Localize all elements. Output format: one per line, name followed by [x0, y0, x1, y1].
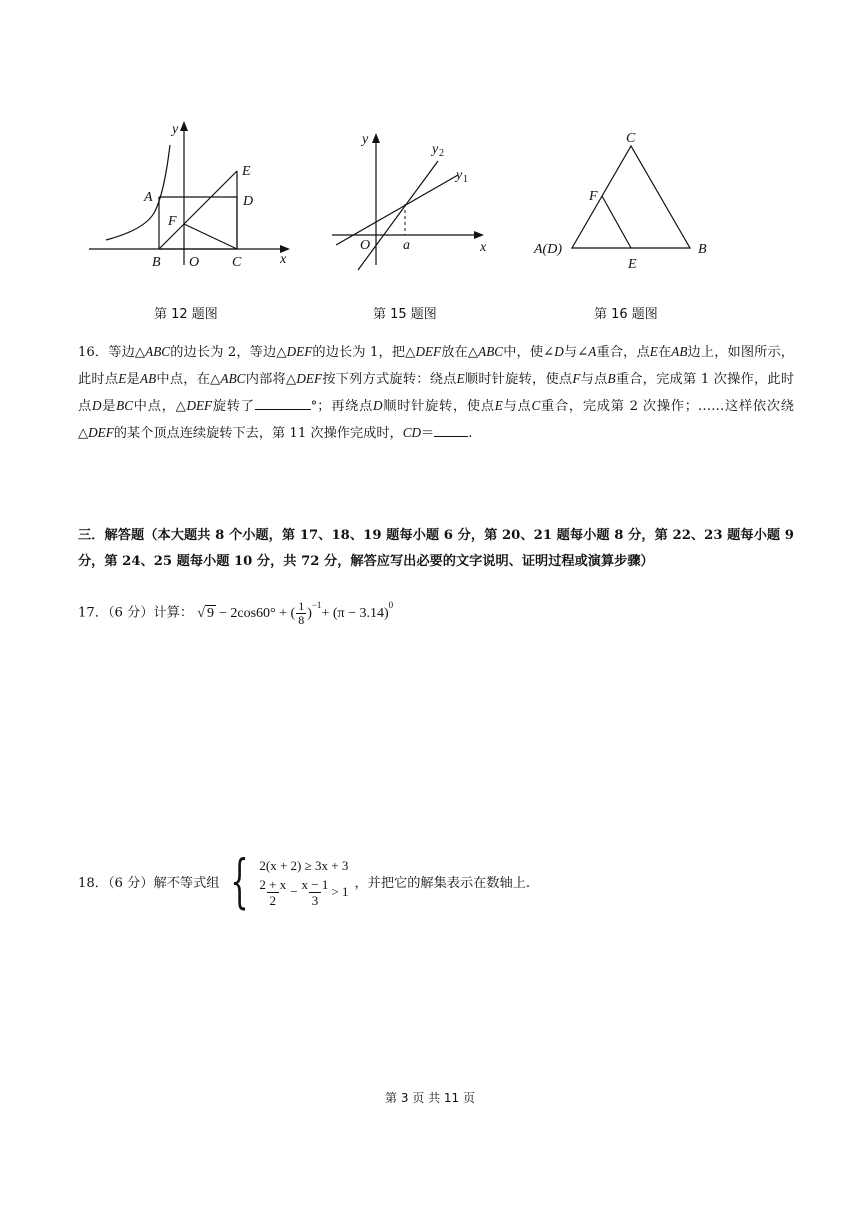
- q17-expression: √ 9 − 2cos60° + ( 1 8 ) $^{-1}$ + (π − 3.14) $^0$: [197, 599, 394, 627]
- line-y2: [358, 161, 438, 270]
- y-axis-arrow: [180, 121, 188, 131]
- figure-16-caption: 第 16 题图: [594, 307, 658, 322]
- label-c: C: [626, 131, 636, 146]
- segment-be: [159, 171, 237, 249]
- label-a: A: [144, 190, 153, 205]
- segment-fe: [602, 196, 631, 248]
- figure-12-caption: 第 12 题图: [154, 307, 218, 322]
- label-e: E: [242, 164, 251, 179]
- left-brace: {: [230, 847, 250, 915]
- y-axis-arrow: [372, 133, 380, 143]
- label-y1-sub: 1: [463, 174, 468, 185]
- hyperbola-curve: [106, 145, 170, 240]
- label-a: a: [403, 238, 410, 253]
- label-y: y: [172, 122, 179, 137]
- q18-suffix: ，并把它的解集表示在数轴上.: [354, 875, 531, 891]
- q16-number: 16．: [78, 345, 109, 360]
- question-16: 16．等边△ABC的边长为 2，等边△DEF的边长为 1，把△DEF放在△ABC中，使∠D与∠A重合，点E在AB边上，如图所示，此时点E是AB中点，在△ABC内部将△DEF按下列方式旋转：绕点E顺时针旋转，使点F与点B重合，完成第 1 次操作，此时点D是BC中点，△DEF旋转了 °；再绕点D顺时针旋转，使点E与点C重合，完成第 2 次操作；……这样依次绕△DEF的某个顶点连续旋转下去，第 11 次操作完成时，CD＝ .: [78, 344, 795, 441]
- x-axis-arrow: [474, 231, 484, 239]
- figure-16: [528, 126, 728, 276]
- segment-fc: [184, 224, 237, 249]
- answer-blank-angle[interactable]: [255, 395, 311, 410]
- label-y1: y: [456, 168, 463, 183]
- label-y2-sub: 2: [439, 148, 444, 159]
- label-o: O: [360, 238, 371, 253]
- figure-12: [84, 115, 304, 275]
- label-y: y: [362, 132, 369, 147]
- label-b: B: [152, 255, 161, 270]
- question-17: [78, 600, 393, 627]
- figure-15: [328, 125, 498, 280]
- label-e: E: [628, 257, 637, 272]
- label-x: x: [480, 240, 487, 255]
- label-f: F: [168, 214, 177, 229]
- label-c: C: [232, 255, 242, 270]
- label-o: O: [189, 255, 200, 270]
- sqrt-sign: √: [197, 605, 205, 621]
- label-y2: y: [432, 142, 439, 157]
- question-18: [78, 847, 531, 915]
- q17-prefix: 17．（6 分）计算：: [78, 605, 194, 621]
- label-f: F: [589, 189, 598, 204]
- fraction-1-8: 1 8: [298, 599, 305, 627]
- label-ad: A(D): [534, 242, 562, 257]
- q18-prefix: 18．（6 分）解不等式组: [78, 875, 220, 891]
- label-x: x: [280, 252, 287, 267]
- label-b: B: [698, 242, 707, 257]
- figure-15-caption: 第 15 题图: [373, 307, 437, 322]
- label-d: D: [243, 194, 254, 209]
- section-3-heading: 三．解答题（本大题共 8 个小题，第 17、18、19 题每小题 6 分，第 20、21 题每小题 8 分，第 22、23 题每小题 9 分，第 24、25 题每小题 10 分，共 72 分，解答应写出必要的文字说明、证明过程或演算步骤）: [78, 528, 794, 569]
- page-footer: 第 3 页 共 11 页: [385, 1091, 475, 1105]
- answer-blank-cd[interactable]: [434, 422, 468, 437]
- inequality-system: 2(x + 2) ≥ 3x + 3 2 + x 2 − $\frac{x - 1}{3}$ > 1: [259, 857, 349, 908]
